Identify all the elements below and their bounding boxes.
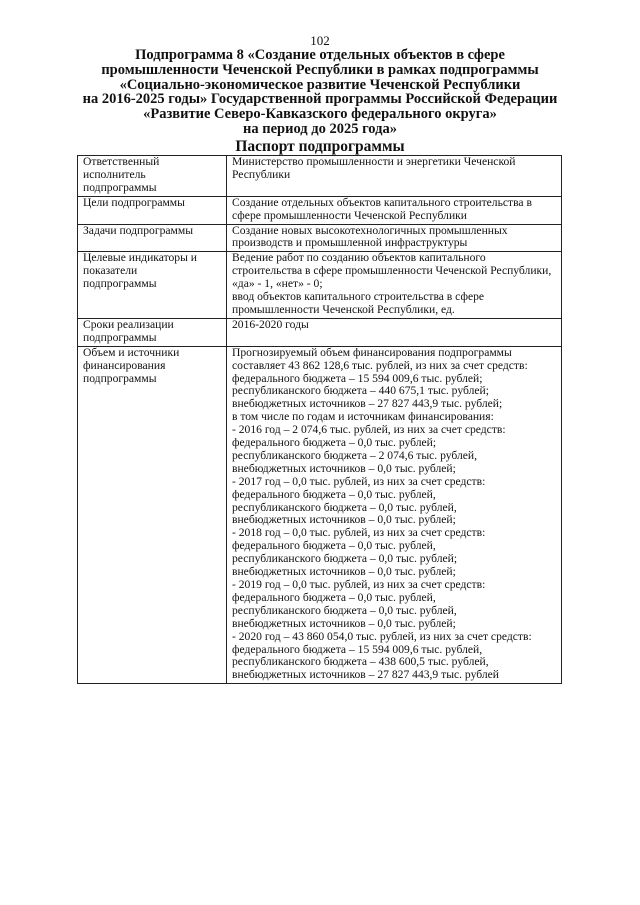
row-label-cell (78, 346, 227, 684)
table-row (78, 346, 562, 684)
row-value-cell (227, 224, 562, 252)
row-label-line: Ответственный (83, 155, 160, 168)
row-value-line: республиканского бюджета – 0,0 тыс. рублей, (232, 500, 457, 514)
row-value-line: строительства в сфере промышленности Чеченской Республики, (232, 264, 552, 278)
row-label-line: подпрограммы (83, 371, 157, 385)
row-value-line: внебюджетных источников – 0,0 тыс. рублей; (232, 616, 456, 630)
title-line: на период до 2025 года» (243, 120, 397, 137)
row-value-line: - 2019 год – 0,0 тыс. рублей, из них за счет средств: (232, 578, 486, 591)
row-value-line: - 2018 год – 0,0 тыс. рублей, из них за счет средств: (232, 526, 486, 540)
row-label-line: Объем и источники (83, 345, 180, 359)
row-label-cell (78, 224, 227, 252)
table-row (78, 156, 562, 197)
row-value-line: республиканского бюджета – 0,0 тыс. рублей; (232, 552, 458, 566)
passport-table-body (78, 156, 562, 684)
row-value-line: «да» - 1, «нет» - 0; (232, 277, 323, 291)
row-value-line: - 2020 год – 43 860 054,0 тыс. рублей, из них за счет средств: (232, 629, 532, 643)
row-value-line: внебюджетных источников – 0,0 тыс. рублей; (232, 513, 456, 527)
row-value-line: производств и промышленной инфраструктуры (232, 236, 468, 250)
row-value-cell (227, 346, 562, 684)
row-value-line: внебюджетных источников – 27 827 443,9 тыс. рублей (232, 668, 499, 682)
title-line: Подпрограмма 8 «Создание отдельных объектов в сфере (135, 47, 505, 63)
row-value-line: ввод объектов капитального строительства в сфере (232, 290, 485, 304)
row-value-line: внебюджетных источников – 0,0 тыс. рублей; (232, 461, 456, 475)
row-value-line: в том числе по годам и источникам финансирования: (232, 410, 494, 424)
title-line: промышленности Чеченской Республики в рамках подпрограммы (101, 61, 539, 78)
subprogram-title (60, 48, 580, 137)
row-label-line: Задачи подпрограммы (83, 223, 193, 237)
row-label-line: подпрограммы (83, 180, 157, 194)
row-value-line: республиканского бюджета – 2 074,6 тыс. рублей, (232, 448, 478, 462)
row-value-line: промышленности Чеченской Республики, ед. (232, 302, 455, 316)
row-value-line: федерального бюджета – 15 594 009,6 тыс. рублей, (232, 642, 483, 656)
title-line: «Развитие Северо-Кавказского федерального округа» (143, 106, 497, 123)
row-label-line: исполнитель (83, 167, 146, 181)
row-label-line: Сроки реализации (83, 317, 174, 331)
table-row (78, 224, 562, 252)
row-label-cell (78, 252, 227, 319)
row-value-line: федерального бюджета – 15 594 009,6 тыс. рублей; (232, 371, 483, 385)
row-label-cell (78, 318, 227, 346)
table-row (78, 252, 562, 319)
row-value-cell (227, 156, 562, 197)
row-value-line: республиканского бюджета – 440 675,1 тыс. рублей; (232, 384, 489, 398)
row-value-line: федерального бюджета – 0,0 тыс. рублей, (232, 590, 436, 604)
row-value-line: 2016-2020 годы (232, 317, 309, 331)
row-label-cell (78, 156, 227, 197)
row-value-line: федерального бюджета – 0,0 тыс. рублей, (232, 487, 436, 501)
row-value-line: - 2016 год – 2 074,6 тыс. рублей, из них за счет средств: (232, 423, 506, 437)
table-row (78, 318, 562, 346)
row-value-line: - 2017 год – 0,0 тыс. рублей, из них за счет средств: (232, 474, 486, 488)
title-line: на 2016-2025 годы» Государственной программы Российской Федерации (82, 91, 558, 108)
title-line: «Социально-экономическое развитие Чеченской Республики (119, 76, 521, 93)
row-value-line: федерального бюджета – 0,0 тыс. рублей; (232, 436, 437, 450)
row-value-cell (227, 252, 562, 319)
row-value-line: Республики (232, 167, 291, 181)
row-label-cell (78, 196, 227, 224)
row-label-line: показатели (83, 264, 138, 278)
table-row (78, 196, 562, 224)
row-value-line: Министерство промышленности и энергетики Чеченской (232, 155, 516, 168)
row-value-line: республиканского бюджета – 0,0 тыс. рублей, (232, 603, 457, 617)
row-label-line: Цели подпрограммы (83, 195, 185, 209)
row-label-line: финансирования (83, 358, 166, 372)
passport-heading: Паспорт подпрограммы (235, 138, 405, 155)
row-value-cell (227, 196, 562, 224)
passport-table (77, 155, 562, 684)
row-value-line: Ведение работ по созданию объектов капитального (232, 251, 486, 265)
row-value-line: Создание новых высокотехнологичных промышленных (232, 223, 508, 237)
row-label-line: подпрограммы (83, 277, 157, 291)
row-label-line: подпрограммы (83, 330, 157, 344)
row-value-line: сфере промышленности Чеченской Республики (232, 208, 467, 222)
row-value-line: республиканского бюджета – 438 600,5 тыс. рублей, (232, 655, 489, 669)
row-value-line: федерального бюджета – 0,0 тыс. рублей, (232, 539, 436, 553)
row-value-line: внебюджетных источников – 27 827 443,9 тыс. рублей; (232, 397, 503, 411)
row-value-line: составляет 43 862 128,6 тыс. рублей, из них за счет средств: (232, 358, 528, 372)
row-value-line: Создание отдельных объектов капитального строительства в (232, 195, 532, 209)
row-value-line: внебюджетных источников – 0,0 тыс. рублей; (232, 565, 456, 579)
row-label-line: Целевые индикаторы и (83, 251, 197, 265)
row-value-line: Прогнозируемый объем финансирования подпрограммы (232, 345, 512, 359)
page-number: 102 (310, 33, 330, 48)
row-value-cell (227, 318, 562, 346)
